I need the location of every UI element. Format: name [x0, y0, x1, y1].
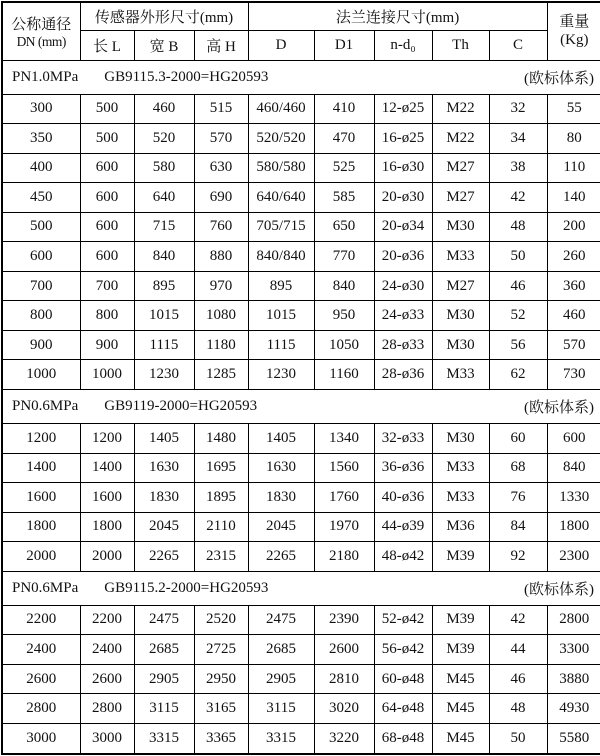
- table-cell: 500: [80, 124, 134, 154]
- table-cell: 1230: [134, 360, 194, 390]
- table-cell: 2400: [80, 635, 134, 665]
- sub-header-cell: D: [248, 30, 314, 60]
- table-cell: 1695: [194, 453, 248, 483]
- section-note: (欧标体系): [524, 581, 595, 598]
- table-cell: 460/460: [248, 94, 314, 124]
- section-standard-code: GB9115.2-2000=HG20593: [104, 579, 269, 596]
- table-cell: 3000: [80, 723, 134, 754]
- table-row: [2, 605, 600, 635]
- table-cell: M30: [432, 301, 489, 331]
- table-cell: 55: [547, 94, 600, 124]
- table-cell: 28-ø36: [374, 360, 432, 390]
- table-cell: 600: [80, 183, 134, 213]
- section-row: [2, 60, 600, 94]
- table-row: [2, 330, 600, 360]
- table-cell: 1160: [314, 360, 374, 390]
- table-row: [2, 212, 600, 242]
- table-cell: 1480: [194, 423, 248, 453]
- table-cell: 650: [314, 212, 374, 242]
- table-cell: 640: [134, 183, 194, 213]
- table-cell: 1800: [547, 512, 600, 542]
- table-cell: M33: [432, 453, 489, 483]
- section-cell: [2, 389, 600, 423]
- table-cell: 2400: [2, 635, 80, 665]
- table-row: [2, 183, 600, 213]
- table-cell: 56-ø42: [374, 635, 432, 665]
- table-cell: 1230: [248, 360, 314, 390]
- table-cell: M27: [432, 183, 489, 213]
- sub-header-cell: n-d₀: [374, 30, 432, 60]
- table-body: [2, 60, 600, 754]
- table-cell: 68: [489, 453, 547, 483]
- section-note: (欧标体系): [524, 399, 595, 416]
- table-cell: 76: [489, 483, 547, 513]
- table-cell: 950: [314, 301, 374, 331]
- table-cell: M27: [432, 153, 489, 183]
- table-cell: 2475: [248, 605, 314, 635]
- table-cell: 64-ø48: [374, 694, 432, 724]
- table-cell: M27: [432, 271, 489, 301]
- table-cell: 840: [547, 453, 600, 483]
- table-cell: 4930: [547, 694, 600, 724]
- table-cell: 2180: [314, 542, 374, 572]
- table-cell: 705/715: [248, 212, 314, 242]
- table-cell: 1405: [248, 423, 314, 453]
- table-row: [2, 694, 600, 724]
- table-cell: 48: [489, 694, 547, 724]
- table-cell: 46: [489, 271, 547, 301]
- table-cell: 2045: [134, 512, 194, 542]
- table-cell: M39: [432, 635, 489, 665]
- table-cell: 60: [489, 423, 547, 453]
- table-cell: 770: [314, 242, 374, 272]
- table-cell: M33: [432, 483, 489, 513]
- table-cell: 515: [194, 94, 248, 124]
- table-cell: 2000: [2, 542, 80, 572]
- table-cell: 460: [134, 94, 194, 124]
- header-weight-title: 重量: [559, 13, 590, 30]
- table-cell: 400: [2, 153, 80, 183]
- table-cell: 200: [547, 212, 600, 242]
- section-row: [2, 389, 600, 423]
- table-cell: 56: [489, 330, 547, 360]
- table-cell: 760: [194, 212, 248, 242]
- table-cell: 1400: [2, 453, 80, 483]
- table-cell: 800: [2, 301, 80, 331]
- table-cell: M22: [432, 94, 489, 124]
- table-cell: M30: [432, 423, 489, 453]
- table-cell: 630: [194, 153, 248, 183]
- table-cell: 46: [489, 664, 547, 694]
- table-cell: 60-ø48: [374, 664, 432, 694]
- table-cell: 1895: [194, 483, 248, 513]
- table-cell: 2390: [314, 605, 374, 635]
- table-cell: 36-ø36: [374, 453, 432, 483]
- table-cell: 1800: [2, 512, 80, 542]
- table-cell: 600: [80, 212, 134, 242]
- table-cell: 40-ø36: [374, 483, 432, 513]
- table-cell: 1340: [314, 423, 374, 453]
- table-cell: 3000: [2, 723, 80, 754]
- table-cell: M30: [432, 212, 489, 242]
- table-cell: M45: [432, 664, 489, 694]
- table-cell: 585: [314, 183, 374, 213]
- header-cell-dn: [2, 2, 80, 60]
- table-cell: 92: [489, 542, 547, 572]
- table-cell: 450: [2, 183, 80, 213]
- table-cell: 520/520: [248, 124, 314, 154]
- table-cell: 1630: [134, 453, 194, 483]
- table-cell: M22: [432, 124, 489, 154]
- table-cell: 3300: [547, 635, 600, 665]
- table-cell: 900: [2, 330, 80, 360]
- table-cell: 1200: [2, 423, 80, 453]
- table-cell: 2475: [134, 605, 194, 635]
- table-cell: 2200: [2, 605, 80, 635]
- table-cell: 2800: [2, 694, 80, 724]
- table-cell: 840: [314, 271, 374, 301]
- header-group-sensor-dimensions: 传感器外形尺寸(mm): [80, 2, 248, 30]
- table-cell: M33: [432, 242, 489, 272]
- table-cell: 1115: [134, 330, 194, 360]
- table-cell: M36: [432, 512, 489, 542]
- section-pressure-rating: PN1.0MPa: [12, 68, 79, 85]
- section-cell: [2, 571, 600, 605]
- table-cell: 2300: [547, 542, 600, 572]
- table-cell: 600: [80, 242, 134, 272]
- section-pressure-rating: PN0.6MPa: [12, 397, 79, 414]
- table-row: [2, 723, 600, 754]
- table-cell: 12-ø25: [374, 94, 432, 124]
- table-header: [2, 2, 600, 60]
- table-cell: 32-ø33: [374, 423, 432, 453]
- table-row: [2, 301, 600, 331]
- header-cell-weight: [547, 2, 600, 60]
- section-row: [2, 571, 600, 605]
- table-cell: 3020: [314, 694, 374, 724]
- table-cell: 1330: [547, 483, 600, 513]
- table-cell: 28-ø33: [374, 330, 432, 360]
- table-cell: 690: [194, 183, 248, 213]
- table-cell: 1000: [80, 360, 134, 390]
- table-cell: 1180: [194, 330, 248, 360]
- table-cell: 24-ø30: [374, 271, 432, 301]
- section-cell: [2, 60, 600, 94]
- table-row: [2, 271, 600, 301]
- table-cell: 68-ø48: [374, 723, 432, 754]
- table-cell: 3115: [134, 694, 194, 724]
- table-cell: 1400: [80, 453, 134, 483]
- table-row: [2, 635, 600, 665]
- sub-header-row: [2, 30, 600, 60]
- table-cell: 500: [2, 212, 80, 242]
- table-cell: 700: [80, 271, 134, 301]
- table-cell: 570: [547, 330, 600, 360]
- sub-header-cell: Th: [432, 30, 489, 60]
- table-cell: 2600: [314, 635, 374, 665]
- table-cell: M33: [432, 360, 489, 390]
- table-cell: 410: [314, 94, 374, 124]
- table-cell: 42: [489, 605, 547, 635]
- table-cell: 700: [2, 271, 80, 301]
- table-cell: 110: [547, 153, 600, 183]
- table-cell: 2810: [314, 664, 374, 694]
- table-row: [2, 124, 600, 154]
- table-cell: 1115: [248, 330, 314, 360]
- table-cell: 2800: [547, 605, 600, 635]
- table-cell: 895: [134, 271, 194, 301]
- table-cell: 2905: [248, 664, 314, 694]
- table-cell: 38: [489, 153, 547, 183]
- table-cell: 1760: [314, 483, 374, 513]
- header-dn-unit: DN (mm): [16, 33, 66, 49]
- section-standard-code: GB9115.3-2000=HG20593: [104, 68, 269, 85]
- table-row: [2, 483, 600, 513]
- table-row: [2, 153, 600, 183]
- table-cell: 470: [314, 124, 374, 154]
- table-cell: 2000: [80, 542, 134, 572]
- table-cell: 640/640: [248, 183, 314, 213]
- table-cell: 50: [489, 242, 547, 272]
- table-cell: M30: [432, 330, 489, 360]
- table-row: [2, 453, 600, 483]
- table-cell: 500: [80, 94, 134, 124]
- table-cell: 970: [194, 271, 248, 301]
- table-cell: 360: [547, 271, 600, 301]
- table-cell: 44: [489, 635, 547, 665]
- table-cell: 730: [547, 360, 600, 390]
- table-cell: 1000: [2, 360, 80, 390]
- table-cell: 800: [80, 301, 134, 331]
- table-cell: M45: [432, 723, 489, 754]
- table-cell: 80: [547, 124, 600, 154]
- table-cell: 1015: [134, 301, 194, 331]
- table-cell: 20-ø36: [374, 242, 432, 272]
- table-cell: 580: [134, 153, 194, 183]
- table-cell: 600: [80, 153, 134, 183]
- table-cell: 1630: [248, 453, 314, 483]
- table-cell: 1600: [80, 483, 134, 513]
- table-cell: 1050: [314, 330, 374, 360]
- table-cell: 32: [489, 94, 547, 124]
- table-cell: 2725: [194, 635, 248, 665]
- header-dn-title: 公称通径: [11, 16, 72, 33]
- table-cell: M39: [432, 542, 489, 572]
- table-cell: 2600: [2, 664, 80, 694]
- table-cell: 840: [134, 242, 194, 272]
- table-cell: 1830: [248, 483, 314, 513]
- table-cell: 62: [489, 360, 547, 390]
- table-cell: 600: [547, 423, 600, 453]
- table-cell: 2265: [134, 542, 194, 572]
- table-cell: 48: [489, 212, 547, 242]
- sub-header-cell: D1: [314, 30, 374, 60]
- table-cell: 2685: [248, 635, 314, 665]
- section-standard-code: GB9119-2000=HG20593: [104, 397, 258, 414]
- table-cell: 20-ø34: [374, 212, 432, 242]
- table-cell: 3115: [248, 694, 314, 724]
- table-cell: 50: [489, 723, 547, 754]
- table-row: [2, 94, 600, 124]
- table-cell: 3365: [194, 723, 248, 754]
- table-cell: 1285: [194, 360, 248, 390]
- table-cell: 2950: [194, 664, 248, 694]
- table-cell: 5580: [547, 723, 600, 754]
- flange-dimension-table: [1, 1, 600, 755]
- section-pressure-rating: PN0.6MPa: [12, 579, 79, 596]
- sub-header-cell: 长 L: [80, 30, 134, 60]
- table-cell: 1015: [248, 301, 314, 331]
- table-row: [2, 542, 600, 572]
- table-cell: 16-ø25: [374, 124, 432, 154]
- table-cell: 2265: [248, 542, 314, 572]
- table-cell: 900: [80, 330, 134, 360]
- table-cell: 48-ø42: [374, 542, 432, 572]
- header-weight-unit: (Kg): [560, 32, 589, 49]
- table-cell: 2315: [194, 542, 248, 572]
- table-cell: 2110: [194, 512, 248, 542]
- table-cell: 52: [489, 301, 547, 331]
- table-cell: 525: [314, 153, 374, 183]
- table-cell: 2200: [80, 605, 134, 635]
- table-cell: 34: [489, 124, 547, 154]
- table-cell: 1970: [314, 512, 374, 542]
- table-cell: 460: [547, 301, 600, 331]
- table-cell: 570: [194, 124, 248, 154]
- table-cell: 44-ø39: [374, 512, 432, 542]
- table-cell: 2520: [194, 605, 248, 635]
- sub-header-cell: 宽 B: [134, 30, 194, 60]
- table-cell: 1405: [134, 423, 194, 453]
- table-row: [2, 360, 600, 390]
- table-row: [2, 512, 600, 542]
- table-cell: 24-ø33: [374, 301, 432, 331]
- section-note: (欧标体系): [524, 70, 595, 87]
- table-cell: 1800: [80, 512, 134, 542]
- table-cell: 1080: [194, 301, 248, 331]
- header-group-flange-dimensions: 法兰连接尺寸(mm): [248, 2, 547, 30]
- table-cell: 20-ø30: [374, 183, 432, 213]
- table-cell: 2905: [134, 664, 194, 694]
- table-cell: 520: [134, 124, 194, 154]
- table-cell: 1200: [80, 423, 134, 453]
- table-cell: 2600: [80, 664, 134, 694]
- table-cell: 1830: [134, 483, 194, 513]
- table-cell: 3220: [314, 723, 374, 754]
- table-cell: 300: [2, 94, 80, 124]
- table-cell: 840/840: [248, 242, 314, 272]
- table-cell: 42: [489, 183, 547, 213]
- table-cell: 600: [2, 242, 80, 272]
- table-cell: 2800: [80, 694, 134, 724]
- table-cell: M45: [432, 694, 489, 724]
- table-cell: 84: [489, 512, 547, 542]
- table-row: [2, 423, 600, 453]
- table-cell: 715: [134, 212, 194, 242]
- table-cell: 2685: [134, 635, 194, 665]
- table-row: [2, 242, 600, 272]
- table-cell: 52-ø42: [374, 605, 432, 635]
- table-cell: 895: [248, 271, 314, 301]
- table-cell: 3315: [248, 723, 314, 754]
- table-cell: M39: [432, 605, 489, 635]
- table-cell: 580/580: [248, 153, 314, 183]
- table-cell: 1600: [2, 483, 80, 513]
- table-cell: 3165: [194, 694, 248, 724]
- table-row: [2, 664, 600, 694]
- table-cell: 880: [194, 242, 248, 272]
- table-cell: 140: [547, 183, 600, 213]
- table-cell: 260: [547, 242, 600, 272]
- table-cell: 350: [2, 124, 80, 154]
- sub-header-cell: 高 H: [194, 30, 248, 60]
- table-cell: 1560: [314, 453, 374, 483]
- table-cell: 3315: [134, 723, 194, 754]
- table-cell: 16-ø30: [374, 153, 432, 183]
- sub-header-cell: C: [489, 30, 547, 60]
- table-cell: 3880: [547, 664, 600, 694]
- table-cell: 2045: [248, 512, 314, 542]
